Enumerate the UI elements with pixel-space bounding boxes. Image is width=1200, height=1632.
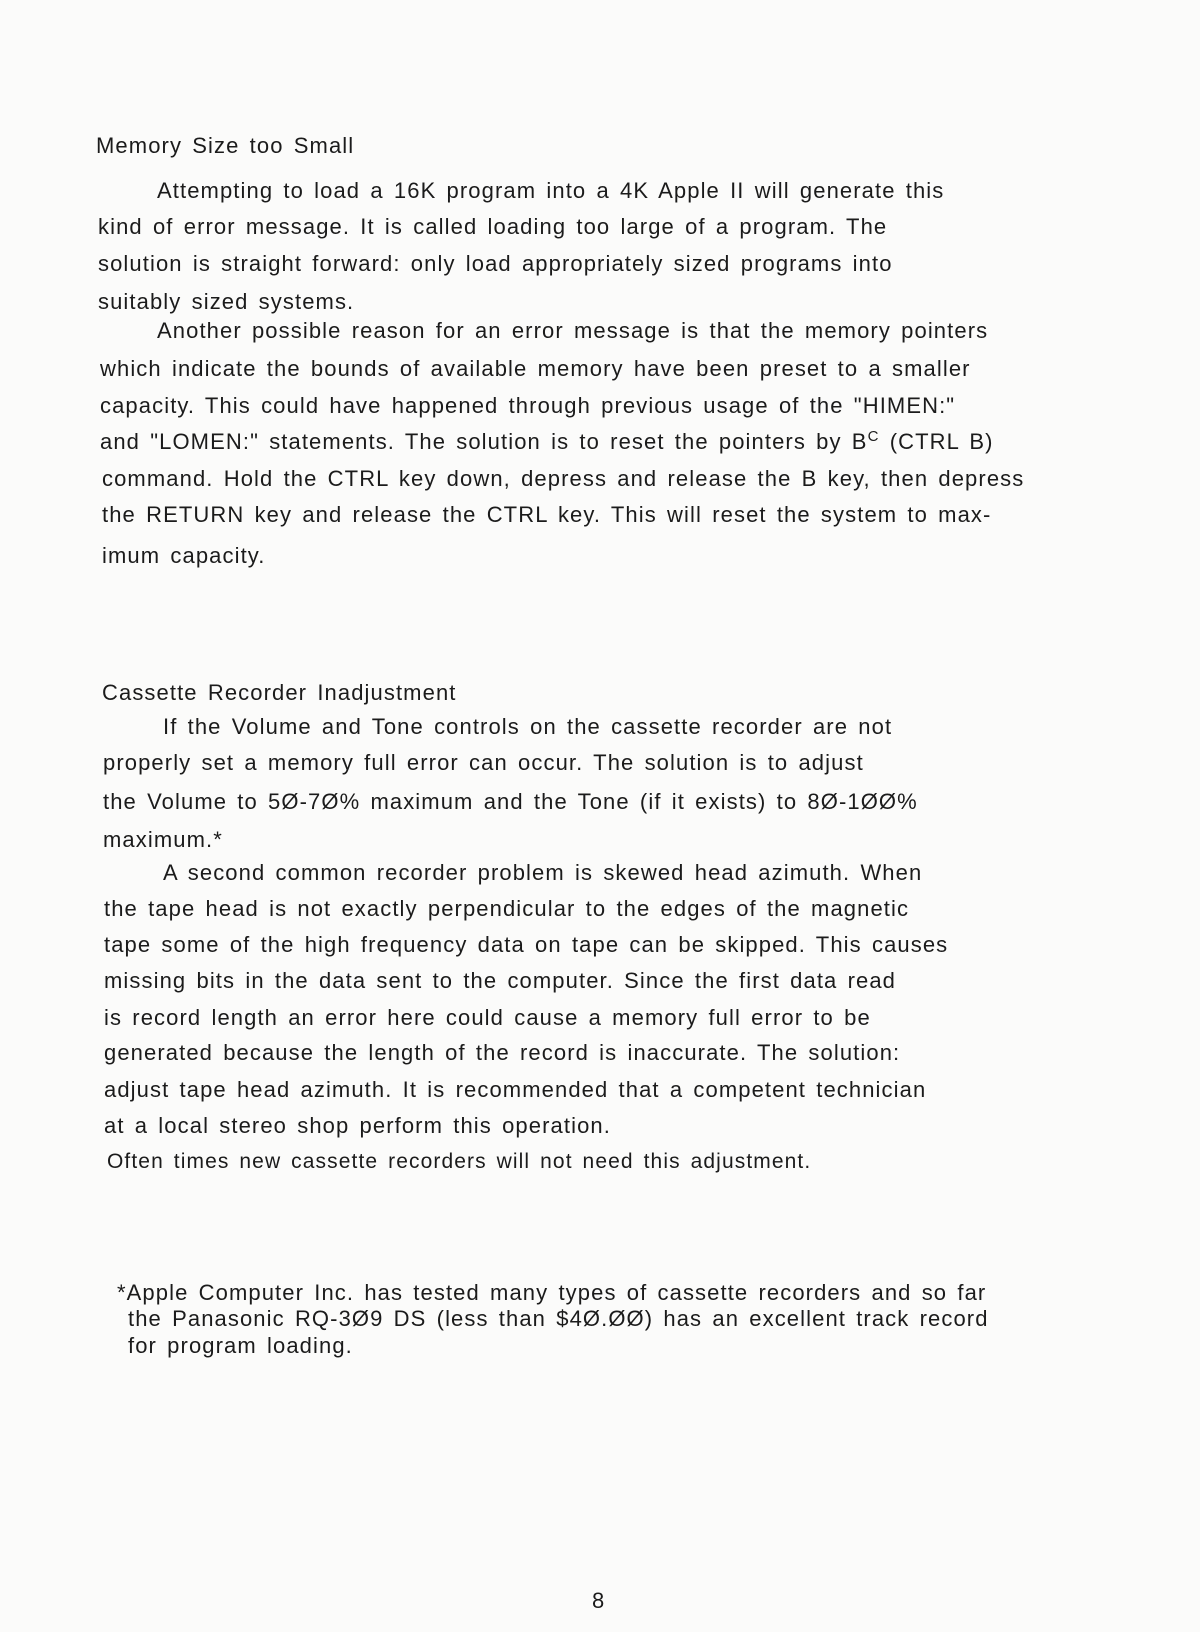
paragraph-line: the RETURN key and release the CTRL key. This will reset the system to max- — [102, 502, 992, 527]
section-heading-memory-size: Memory Size too Small — [96, 133, 355, 158]
paragraph-line: imum capacity. — [102, 543, 266, 568]
paragraph-line: tape some of the high frequency data on tape can be skipped. This causes — [104, 932, 949, 957]
paragraph-line: generated because the length of the record is inaccurate. The solution: — [104, 1040, 901, 1065]
paragraph-line: adjust tape head azimuth. It is recommended that a competent technician — [104, 1077, 927, 1102]
paragraph-line: missing bits in the data sent to the computer. Since the first data read — [104, 968, 897, 993]
paragraph-line: command. Hold the CTRL key down, depress and release the B key, then depress — [102, 466, 1025, 491]
superscript-c: C — [867, 428, 880, 445]
paragraph-line: suitably sized systems. — [98, 289, 355, 314]
paragraph-line: is record length an error here could cause a memory full error to be — [104, 1005, 871, 1030]
paragraph-line: Another possible reason for an error message is that the memory pointers — [157, 318, 989, 343]
paragraph-line: If the Volume and Tone controls on the cassette recorder are not — [163, 714, 893, 739]
paragraph-line: solution is straight forward: only load appropriately sized programs into — [98, 251, 893, 276]
paragraph-line: at a local stereo shop perform this operation. — [104, 1113, 611, 1138]
page-number: 8 — [592, 1588, 605, 1613]
section-heading-cassette-recorder: Cassette Recorder Inadjustment — [102, 680, 457, 705]
paragraph-line: maximum.* — [103, 827, 223, 852]
footnote-line: for program loading. — [128, 1333, 353, 1358]
paragraph-line: which indicate the bounds of available memory have been preset to a smaller — [100, 356, 971, 381]
paragraph-line: properly set a memory full error can occur. The solution is to adjust — [103, 750, 864, 775]
paragraph-line: Often times new cassette recorders will not need this adjustment. — [107, 1150, 812, 1173]
line-text: and "LOMEN:" statements. The solution is to reset the pointers by B — [100, 429, 868, 454]
footnote-line: *Apple Computer Inc. has tested many types of cassette recorders and so far — [117, 1280, 987, 1305]
line-tail: (CTRL B) — [879, 429, 994, 454]
paragraph-line: the Volume to 5Ø-7Ø% maximum and the Tone (if it exists) to 8Ø-1ØØ% — [103, 789, 918, 814]
paragraph-line: the tape head is not exactly perpendicular to the edges of the magnetic — [104, 896, 910, 921]
paragraph-line: Attempting to load a 16K program into a 4K Apple II will generate this — [157, 178, 945, 203]
paragraph-line-with-superscript — [100, 428, 994, 455]
paragraph-line: kind of error message. It is called loading too large of a program. The — [98, 214, 888, 239]
footnote-line: the Panasonic RQ-3Ø9 DS (less than $4Ø.ØØ) has an excellent track record — [128, 1306, 989, 1331]
paragraph-line: A second common recorder problem is skewed head azimuth. When — [163, 860, 923, 885]
paragraph-line: capacity. This could have happened through previous usage of the "HIMEN:" — [100, 393, 956, 418]
